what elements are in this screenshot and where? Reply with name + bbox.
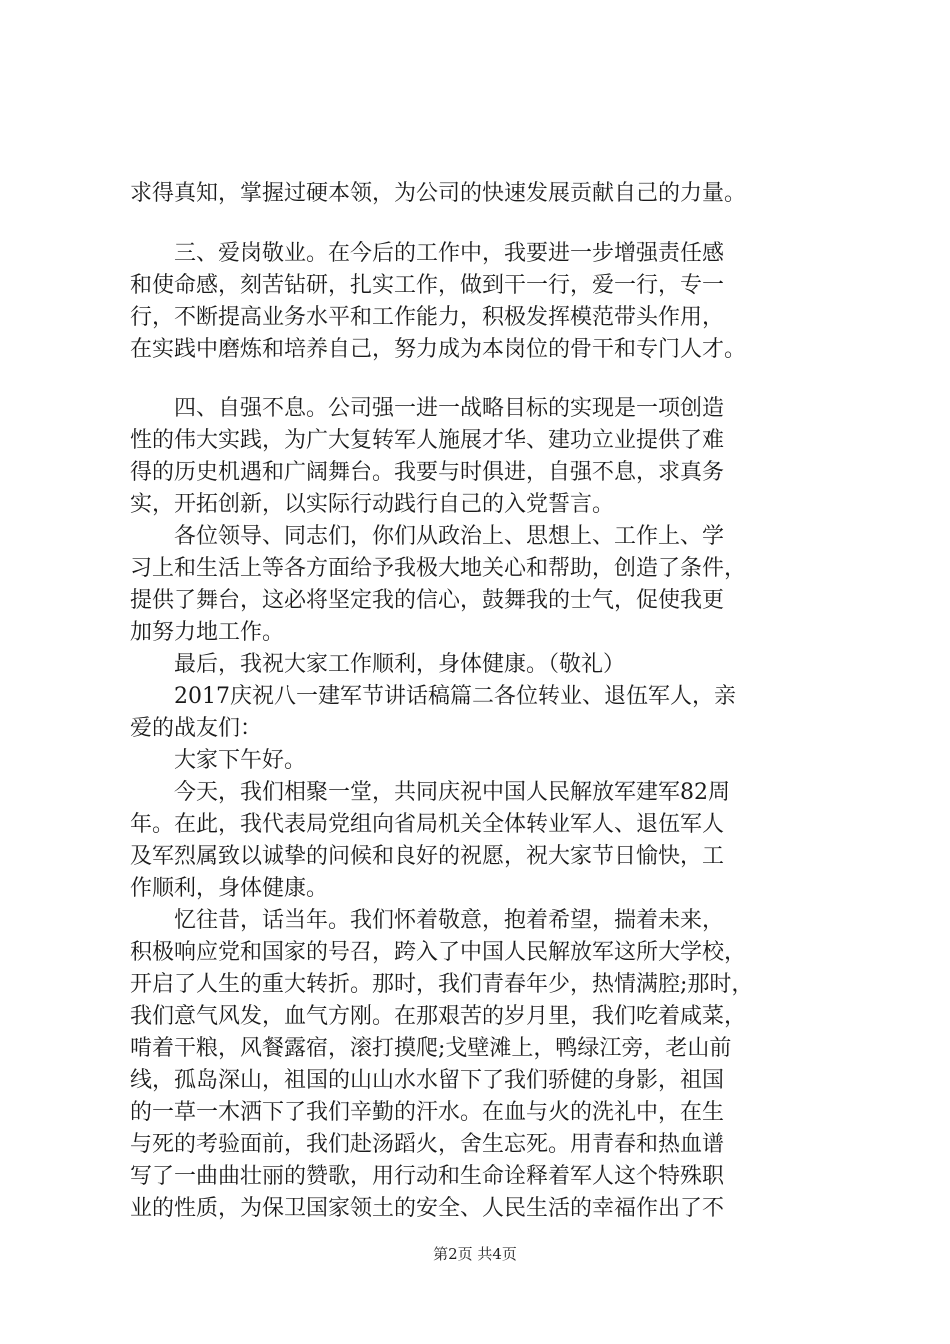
- text-line: 年。在此，我代表局党组向省局机关全体转业军人、退伍军人: [130, 812, 725, 837]
- text-line: 及军烈属致以诚挚的问候和良好的祝愿，祝大家节日愉快，工: [130, 844, 725, 869]
- text-line: 提供了舞台，这必将坚定我的信心，鼓舞我的士气，促使我更: [130, 588, 725, 613]
- text-line: 忆往昔，话当年。我们怀着敬意，抱着希望，揣着未来，: [130, 908, 725, 933]
- text-line: 业的性质，为保卫国家领土的安全、人民生活的幸福作出了不: [130, 1196, 725, 1221]
- text-line: 三、爱岗敬业。在今后的工作中，我要进一步增强责任感: [130, 241, 725, 266]
- text-line: 各位领导、同志们，你们从政治上、思想上、工作上、学: [130, 524, 725, 549]
- text-line: 性的伟大实践，为广大复转军人施展才华、建功立业提供了难: [130, 428, 725, 453]
- text-line: 和使命感，刻苦钻研，扎实工作，做到干一行，爱一行，专一: [130, 273, 725, 298]
- text-line: 四、自强不息。公司强一进一战略目标的实现是一项创造: [130, 396, 725, 421]
- text-line: 爱的战友们：: [130, 716, 263, 741]
- text-line: 开启了人生的重大转折。那时，我们青春年少，热情满腔;那时，: [130, 972, 754, 997]
- text-line: 啃着干粮，风餐露宿，滚打摸爬;戈壁滩上，鸭绿江旁，老山前: [130, 1036, 732, 1061]
- text-line: 大家下午好。: [130, 748, 307, 773]
- text-line: 实，开拓创新，以实际行动践行自己的入党誓言。: [130, 492, 615, 517]
- page-footer: 第2页 共4页: [433, 1245, 517, 1263]
- text-line: 在实践中磨炼和培养自己，努力成为本岗位的骨干和专门人才。: [130, 337, 747, 362]
- text-line: 积极响应党和国家的号召，跨入了中国人民解放军这所大学校，: [130, 940, 747, 965]
- text-line: 求得真知，掌握过硬本领，为公司的快速发展贡献自己的力量。: [130, 181, 747, 206]
- text-line: 加努力地工作。: [130, 620, 285, 645]
- text-line: 今天，我们相聚一堂，共同庆祝中国人民解放军建军82周: [130, 780, 730, 805]
- text-line: 线，孤岛深山，祖国的山山水水留下了我们骄健的身影，祖国: [130, 1068, 725, 1093]
- text-line: 得的历史机遇和广阔舞台。我要与时俱进，自强不息，求真务: [130, 460, 725, 485]
- text-line: 行，不断提高业务水平和工作能力，积极发挥模范带头作用，: [130, 305, 725, 330]
- text-line: 习上和生活上等各方面给予我极大地关心和帮助，创造了条件，: [130, 556, 747, 581]
- text-line: 与死的考验面前，我们赴汤蹈火，舍生忘死。用青春和热血谱: [130, 1132, 725, 1157]
- text-line: 写了一曲曲壮丽的赞歌，用行动和生命诠释着军人这个特殊职: [130, 1164, 725, 1189]
- text-line: 的一草一木洒下了我们辛勤的汗水。在血与火的洗礼中，在生: [130, 1100, 725, 1125]
- text-line: 我们意气风发，血气方刚。在那艰苦的岁月里，我们吃着咸菜，: [130, 1004, 747, 1029]
- text-line: 最后，我祝大家工作顺利，身体健康。（敬礼）: [130, 652, 626, 677]
- text-line: 作顺利，身体健康。: [130, 876, 329, 901]
- text-line: 2017庆祝八一建军节讲话稿篇二各位转业、退伍军人，亲: [130, 684, 736, 709]
